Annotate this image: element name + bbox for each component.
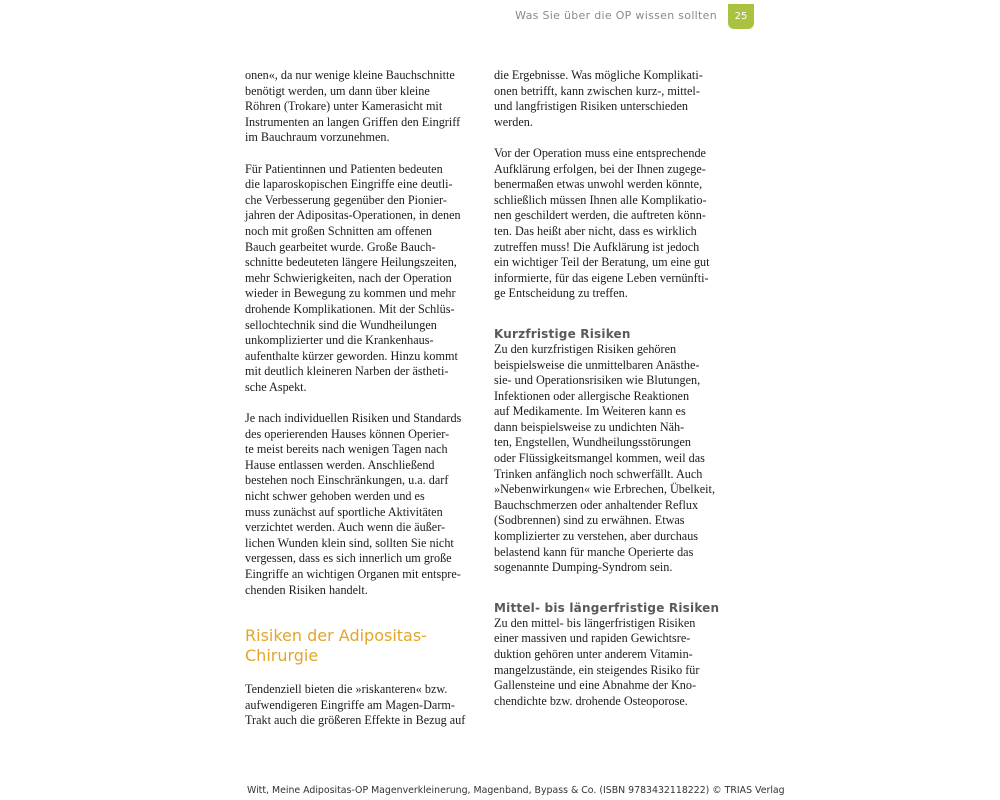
footer-citation: Witt, Meine Adipositas-OP Magenverkleinerung, Magenband, Bypass & Co. (ISBN 9783432118222) © TRIAS Verlag [247,785,785,796]
section-heading: Risiken der Adipositas- Chirurgie [245,626,427,666]
body-paragraph: Tendenziell bieten die »riskanteren« bzw. aufwendigeren Eingriffe am Magen-Darm- Trakt auch die größeren Effekte in Bezug auf [245,682,466,728]
body-paragraph: Je nach individuellen Risiken und Standards des operierenden Hauses können Operier- te meist bereits nach wenigen Tagen nach Hause entlassen werden. Anschließend bestehen noch Einschränkungen, u.a. darf nicht schwer gehoben werden und es muss zunächst auf sportliche Aktivitäten verzichtet werden. Auch wenn die äußer- lichen Wunden klein sind, sollten Sie nicht vergessen, dass es sich innerlich um große Eingriffe an wichtigen Organen mit entspre- chenden Risiken handelt. [245,411,462,597]
subheading-short-term-risks: Kurzfristige Risiken [494,326,631,341]
body-paragraph: Zu den mittel- bis längerfristigen Risiken einer massiven und rapiden Gewichtsre- duktion gehören unter anderem Vitamin- mangelzustände, ein steigendes Risiko für Gallensteine und eine Abnahme der Kno- chendichte bzw. drohende Osteoporose. [494,615,700,708]
page-number-badge: 25 [728,4,754,29]
left-text-column [245,68,471,729]
body-paragraph: Vor der Operation muss eine entsprechende Aufklärung erfolgen, bei der Ihnen zugege- benermaßen etwas unwohl werden könnte, schließlich müssen Ihnen alle Komplikatio- nen geschildert werden, die auftreten könn- ten. Das heißt aber nicht, dass es wirklich zutreffen muss! Die Aufklärung ist jedoch ein wichtiger Teil der Beratung, um eine gut informierte, für das eigene Leben vernünfti- ge Entscheidung zu treffen. [494,145,710,301]
body-paragraph: Zu den kurzfristigen Risiken gehören beispielsweise die unmittelbaren Anästhe- sie- und Operationsrisiken wie Blutungen, Infektionen oder allergische Reaktionen auf Medikamente. Im Weiteren kann es dann beispielsweise zu undichten Näh- ten, Engstellen, Wundheilungsstörungen oder Flüssigkeitsmangel kommen, weil das Trinken anfänglich noch schwerfällt. Auch »Nebenwirkungen« wie Erbrechen, Übelkeit, Bauchschmerzen oder anhaltender Reflux (Sodbrennen) sind zu erwähnen. Etwas komplizierter zu verstehen, aber durchaus belastend kann für manche Operierte das sogenannte Dumping-Syndrom sein. [494,341,715,575]
subheading-long-term-risks: Mittel- bis längerfristige Risiken [494,600,720,615]
body-paragraph: onen«, da nur wenige kleine Bauchschnitte benötigt werden, um dann über kleine Röhren (Trokare) unter Kamerasicht mit Instrumenten an langen Griffen den Eingriff im Bauchraum vorzunehmen. [245,68,461,145]
running-header-title: Was Sie über die OP wissen sollten [515,9,717,22]
right-text-column [494,68,720,709]
body-paragraph: die Ergebnisse. Was mögliche Komplikati- onen betrifft, kann zwischen kurz-, mittel- und langfristigen Risiken unterschieden werden. [494,68,703,129]
body-paragraph: Für Patientinnen und Patienten bedeuten die laparoskopischen Eingriffe eine deutli- che Verbesserung gegenüber den Pionier- jahren der Adipositas-Operationen, in denen noch mit großen Schnitten am offenen Bauch gearbeitet wurde. Große Bauch- schnitte bedeuteten längere Heilungszeiten, mehr Schwierigkeiten, nach der Operation wieder in Bewegung zu kommen und mehr drohende Komplikationen. Mit der Schlüs- sellochtechnik sind die Wundheilungen unkomplizierter und die Krankenhaus- aufenthalte kürzer geworden. Hinzu kommt mit deutlich kleineren Narben der ästheti- sche Aspekt. [245,161,461,394]
